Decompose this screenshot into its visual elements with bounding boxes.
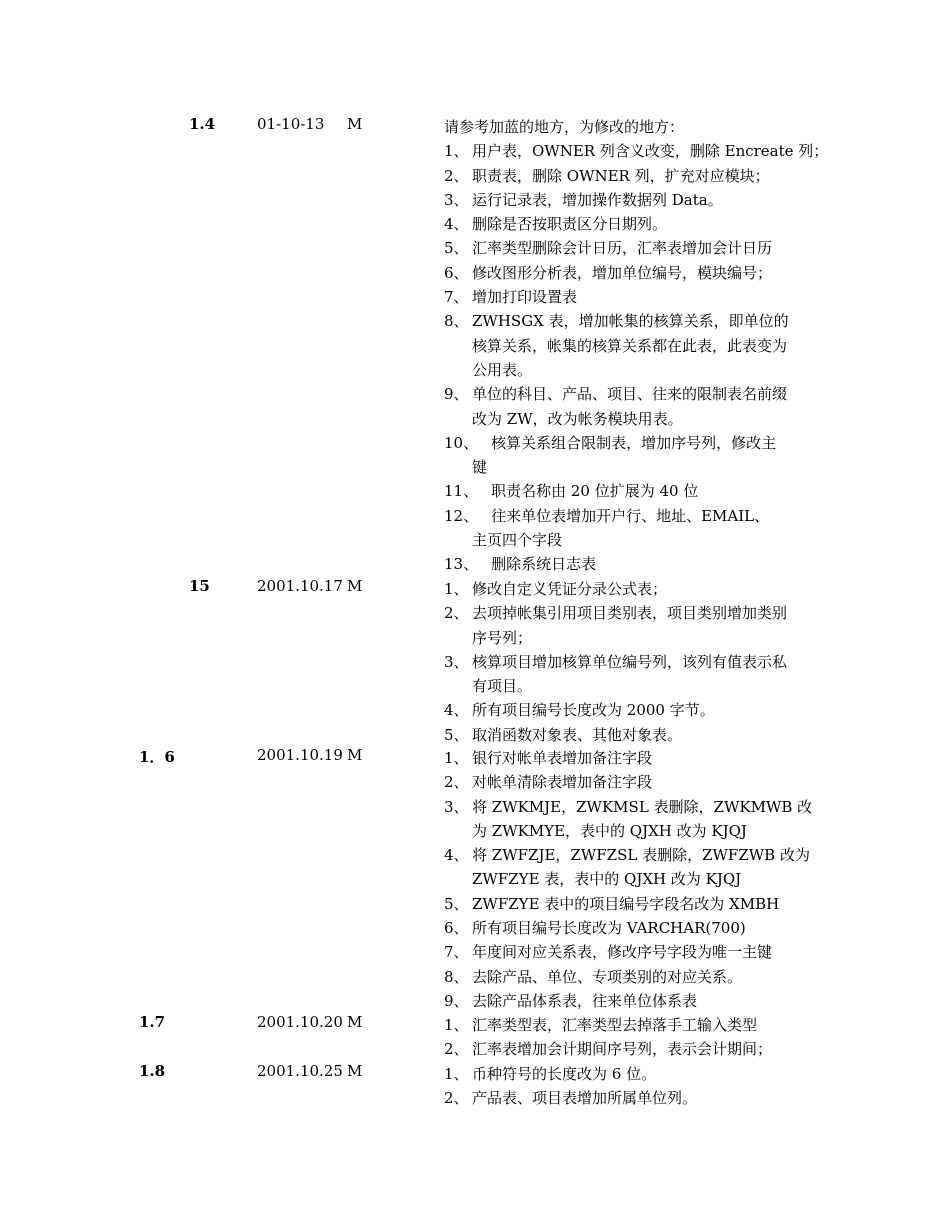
change-item: 2、 职责表，删除 OWNER 列，扩充对应模块； — [444, 166, 770, 185]
version-number: 1.8 — [139, 1062, 166, 1080]
version-number: 15 — [189, 577, 210, 595]
change-item-continuation: 核算关系，帐集的核算关系都在此表，此表变为 — [472, 336, 788, 355]
change-item: 2、 产品表、项目表增加所属单位列。 — [444, 1089, 698, 1108]
change-item: 9、 单位的科目、产品、项目、往来的限制表名前缀 — [444, 385, 788, 404]
revision-type: M — [347, 1013, 363, 1031]
change-item: 9、 去除产品体系表，往来单位体系表 — [444, 991, 698, 1010]
change-item: 1、 汇率类型表，汇率类型去掉落手工输入类型 — [444, 1016, 758, 1034]
revision-date: 2001.10.20 — [257, 1013, 343, 1031]
revision-type: M — [347, 115, 363, 133]
change-item: 1、 银行对帐单表增加备注字段 — [444, 749, 653, 767]
change-item-continuation: ZWFZYE 表，表中的 QJXH 改为 KJQJ — [472, 870, 742, 889]
change-item: 3、 运行记录表，增加操作数据列 Data。 — [444, 190, 723, 209]
change-item: 6、 修改图形分析表，增加单位编号，模块编号； — [444, 263, 773, 282]
change-item-continuation: 键 — [472, 458, 488, 477]
change-item-continuation: 主页四个字段 — [472, 531, 563, 550]
change-item-continuation: 为 ZWKMYE，表中的 QJXH 改为 KJQJ — [472, 821, 747, 840]
change-intro: 请参考加蓝的地方，为修改的地方： — [444, 118, 685, 136]
revision-date: 01-10-13 — [257, 115, 325, 133]
change-list — [444, 1013, 814, 1062]
change-item: 1、 修改自定义凭证分录公式表； — [444, 580, 668, 598]
version-number: 1.4 — [189, 115, 216, 133]
change-item-continuation: 改为 ZW，改为帐务模块用表。 — [472, 409, 683, 428]
change-item: 5、 ZWFZYE 表中的项目编号字段名改为 XMBH — [444, 894, 780, 913]
change-item: 2、 对帐单清除表增加备注字段 — [444, 773, 653, 792]
revision-type: M — [347, 746, 363, 764]
change-item: 1、 用户表，OWNER 列含义改变，删除 Encreate 列； — [444, 142, 829, 161]
change-item: 8、 ZWHSGX 表，增加帐集的核算关系，即单位的 — [444, 312, 789, 331]
change-item: 8、 去除产品、单位、专项类别的对应关系。 — [444, 967, 743, 986]
change-list — [444, 577, 814, 747]
change-item: 1、 币种符号的长度改为 6 位。 — [444, 1065, 657, 1083]
change-item: 12、 往来单位表增加开户行、地址、EMAIL、 — [444, 506, 770, 525]
change-item: 6、 所有项目编号长度改为 VARCHAR(700) — [444, 919, 746, 938]
change-list — [444, 1062, 814, 1111]
change-item: 3、 将 ZWKMJE，ZWKMSL 表删除，ZWKMWB 改 — [444, 797, 813, 816]
change-item-continuation: 序号列； — [472, 628, 533, 647]
change-item: 5、 汇率类型删除会计日历，汇率表增加会计日历 — [444, 239, 773, 258]
change-item: 2、 汇率表增加会计期间序号列，表示会计期间； — [444, 1040, 773, 1059]
change-list — [444, 746, 814, 1013]
revision-date: 2001.10.19 — [257, 746, 343, 764]
change-item: 4、 删除是否按职责区分日期列。 — [444, 215, 668, 234]
change-item: 10、 核算关系组合限制表，增加序号列，修改主 — [444, 433, 777, 452]
change-item: 11、 职责名称由 20 位扩展为 40 位 — [444, 482, 699, 501]
change-item: 7、 增加打印设置表 — [444, 288, 578, 307]
change-item: 4、 将 ZWFZJE，ZWFZSL 表删除，ZWFZWB 改为 — [444, 846, 810, 865]
change-item: 7、 年度间对应关系表，修改序号字段为唯一主键 — [444, 943, 773, 962]
revision-date: 2001.10.25 — [257, 1062, 343, 1080]
change-list — [444, 115, 829, 577]
version-number: 1.7 — [139, 1013, 166, 1031]
change-item-continuation: 公用表。 — [472, 360, 533, 379]
change-item: 3、 核算项目增加核算单位编号列，该列有值表示私 — [444, 652, 788, 671]
version-number: 1．6 — [139, 748, 175, 766]
change-item: 4、 所有项目编号长度改为 2000 字节。 — [444, 701, 715, 720]
change-item: 5、 取消函数对象表、其他对象表。 — [444, 725, 683, 744]
change-item: 13、 删除系统日志表 — [444, 555, 597, 574]
revision-type: M — [347, 1062, 363, 1080]
revision-date: 2001.10.17 — [257, 577, 343, 595]
revision-type: M — [347, 577, 363, 595]
change-item-continuation: 有项目。 — [472, 677, 533, 696]
change-item: 2、 去项掉帐集引用项目类别表，项目类别增加类别 — [444, 604, 788, 623]
